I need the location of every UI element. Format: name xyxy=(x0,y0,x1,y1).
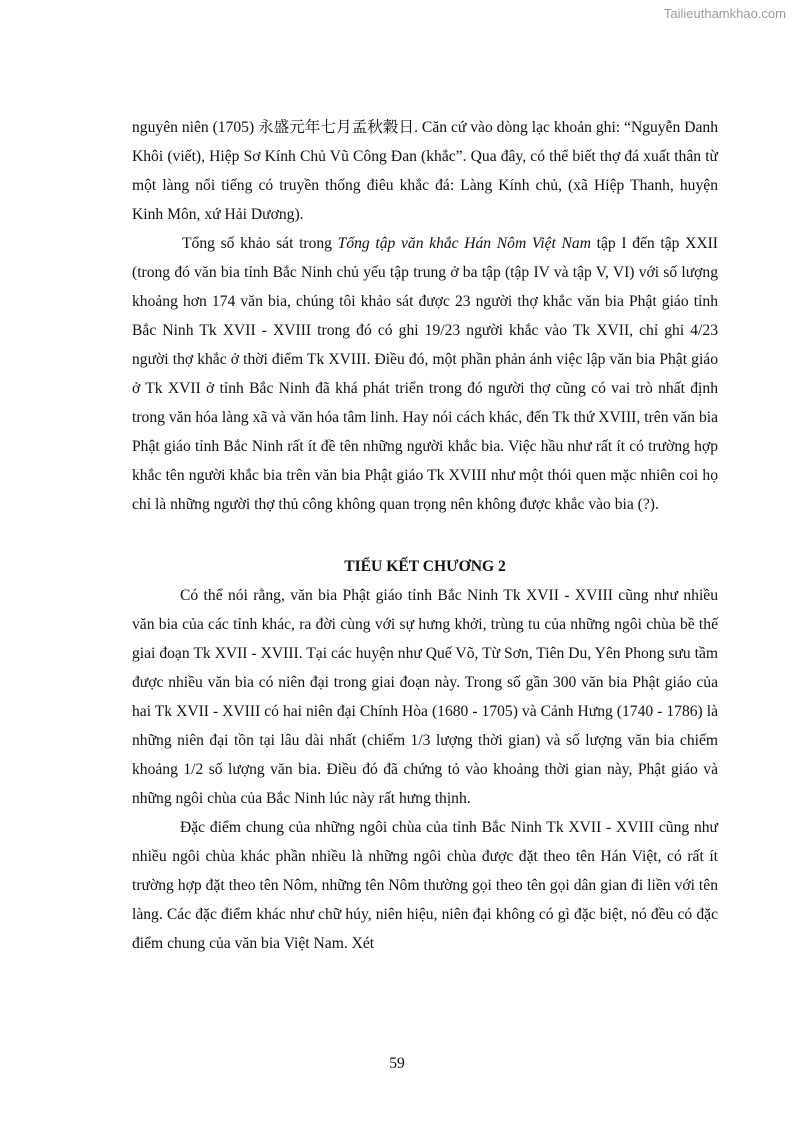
page-content xyxy=(132,113,718,958)
book-title: Tổng tập văn khắc Hán Nôm Việt Nam xyxy=(337,235,591,252)
paragraph-2-rest: tập I đến tập XXII (trong đó văn bia tỉnh Bắc Ninh chủ yếu tập trung ở ba tập (tập IV và tập V, VI) với số lượng khoảng hơn 174 văn bia, chúng tôi khảo sát được 23 người thợ khắc văn bia Phật giáo tỉnh Bắc Ninh Tk XVII - XVIII trong đó có ghi 19/23 người khắc vào Tk XVII, chỉ ghi 4/23 người thợ khắc ở thời điểm Tk XVIII. Điều đó, một phần phản ánh việc lập văn bia Phật giáo ở Tk XVII ở tỉnh Bắc Ninh đã khá phát triển trong đó người thợ cũng có vai trò nhất định trong văn hóa làng xã và văn hóa tâm linh. Hay nói cách khác, đến Tk thứ XVIII, trên văn bia Phật giáo tỉnh Bắc Ninh rất ít đề tên những người khắc bia. Việc hầu như rất ít có trường hợp khắc tên người khắc bia trên văn bia Phật giáo Tk XVIII như một thói quen mặc nhiên coi họ chỉ là những người thợ thủ công không quan trọng nên không được khắc vào bia (?). xyxy=(132,235,718,513)
paragraph-2-lead: Tổng số khảo sát trong xyxy=(182,235,338,252)
paragraph-1: nguyên niên (1705) 永盛元年七月孟秋穀日. Căn cứ vào dòng lạc khoản ghi: “Nguyễn Danh Khôi (viết), Hiệp Sơ Kính Chủ Vũ Công Đan (khắc”. Qua đây, có thể biết thợ đá xuất thân từ một làng nổi tiếng có truyền thống điêu khắc đá: Làng Kính chủ, (xã Hiệp Thanh, huyện Kinh Môn, xứ Hải Dương). xyxy=(132,119,718,223)
page-number: 59 xyxy=(389,1055,405,1072)
watermark: Tailieuthamkhao.com xyxy=(663,6,786,21)
section-heading: TIỂU KẾT CHƯƠNG 2 xyxy=(344,558,506,575)
paragraph-2 xyxy=(132,229,718,519)
paragraph-3: Có thể nói rằng, văn bia Phật giáo tỉnh Bắc Ninh Tk XVII - XVIII cũng như nhiều văn bia của các tỉnh khác, ra đời cùng với sự hưng khởi, trùng tu của những ngôi chùa bề thế giai đoạn Tk XVII - XVIII. Tại các huyện như Quế Võ, Từ Sơn, Tiên Du, Yên Phong sưu tầm được nhiều văn bia có niên đại trong giai đoạn này. Trong số gần 300 văn bia Phật giáo của hai Tk XVII - XVIII có hai niên đại Chính Hòa (1680 - 1705) và Cảnh Hưng (1740 - 1786) là những niên đại tồn tại lâu dài nhất (chiếm 1/3 lượng thời gian) và số lượng văn bia chiếm khoảng 1/2 số lượng văn bia. Điều đó đã chứng tỏ vào khoảng thời gian này, Phật giáo và những ngôi chùa của Bắc Ninh lúc này rất hưng thịnh. xyxy=(132,587,718,807)
paragraph-4: Đặc điểm chung của những ngôi chùa của tỉnh Bắc Ninh Tk XVII - XVIII cũng như nhiều ngôi chùa khác phần nhiều là những ngôi chùa được đặt theo tên Hán Việt, có rất ít trường hợp đặt theo tên Nôm, những tên Nôm thường gọi theo tên gọi dân gian đi liền với tên làng. Các đặc điểm khác như chữ húy, niên hiệu, niên đại không có gì đặc biệt, nó đều có đặc điểm chung của văn bia Việt Nam. Xét xyxy=(132,819,718,952)
